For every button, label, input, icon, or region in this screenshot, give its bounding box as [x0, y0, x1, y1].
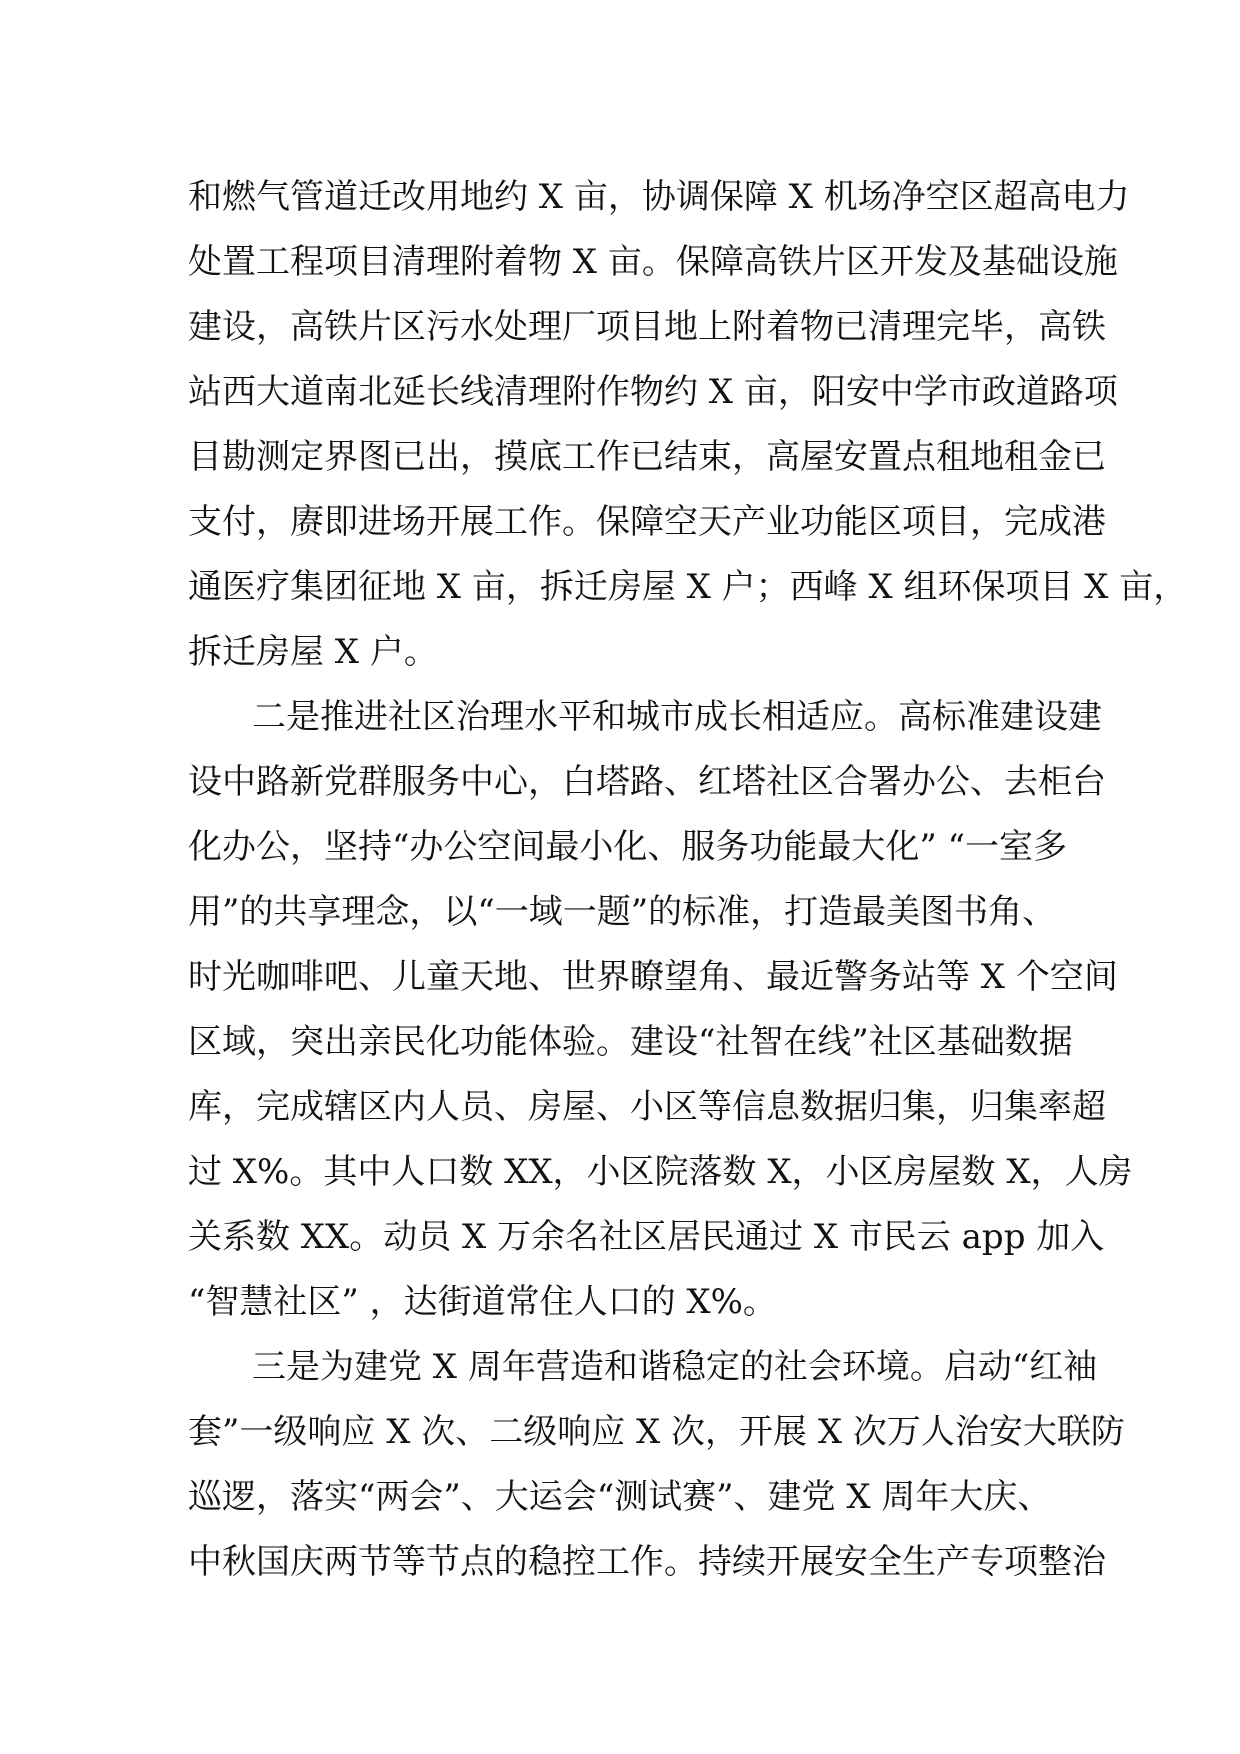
- text-line: 区域，突出亲民化功能体验。建设“社智在线”社区基础数据: [188, 1022, 1073, 1062]
- text-line: 过 X%。其中人口数 XX，小区院落数 X，小区房屋数 X，人房: [188, 1152, 1133, 1192]
- text-line: 拆迁房屋 X 户。: [188, 632, 438, 672]
- paragraph-1: [188, 165, 1188, 685]
- text-line: 二是推进社区治理水平和城市成长相适应。高标准建设建: [252, 697, 1102, 737]
- text-line: 处置工程项目清理附着物 X 亩。保障高铁片区开发及基础设施: [188, 242, 1118, 282]
- text-line: 站西大道南北延长线清理附作物约 X 亩，阳安中学市政道路项: [188, 372, 1118, 412]
- text-line: 通医疗集团征地 X 亩，拆迁房屋 X 户；西峰 X 组环保项目 X 亩，: [188, 567, 1188, 607]
- text-line: 套”一级响应 X 次、二级响应 X 次，开展 X 次万人治安大联防: [188, 1412, 1125, 1452]
- text-line: 三是为建党 X 周年营造和谐稳定的社会环境。启动“红袖: [252, 1347, 1098, 1387]
- text-line: 设中路新党群服务中心，白塔路、红塔社区合署办公、去柜台: [188, 762, 1106, 802]
- text-line: 用”的共享理念，以“一域一题”的标准，打造最美图书角、: [188, 892, 1057, 932]
- paragraph-2: [188, 685, 1133, 1335]
- text-line: 建设，高铁片区污水处理厂项目地上附着物已清理完毕，高铁: [188, 307, 1106, 347]
- text-line: 库，完成辖区内人员、房屋、小区等信息数据归集，归集率超: [188, 1087, 1106, 1127]
- text-line: 中秋国庆两节等节点的稳控工作。持续开展安全生产专项整治: [188, 1542, 1106, 1582]
- body-text: [188, 165, 1188, 1595]
- paragraph-3: [188, 1335, 1125, 1595]
- text-line: 时光咖啡吧、儿童天地、世界瞭望角、最近警务站等 X 个空间: [188, 957, 1118, 997]
- text-line: “智慧社区” ，达街道常住人口的 X%。: [188, 1282, 777, 1322]
- text-line: 巡逻，落实“两会”、大运会“测试赛”、建党 X 周年大庆、: [188, 1477, 1052, 1517]
- text-line: 目勘测定界图已出，摸底工作已结束，高屋安置点租地租金已: [188, 437, 1106, 477]
- text-line: 和燃气管道迁改用地约 X 亩，协调保障 X 机场净空区超高电力: [188, 177, 1130, 217]
- text-line: 化办公，坚持“办公空间最小化、服务功能最大化” “一室多: [188, 827, 1067, 867]
- text-line: 支付，赓即进场开展工作。保障空天产业功能区项目，完成港: [188, 502, 1106, 542]
- text-line: 关系数 XX。动员 X 万余名社区居民通过 X 市民云 app 加入: [188, 1217, 1105, 1257]
